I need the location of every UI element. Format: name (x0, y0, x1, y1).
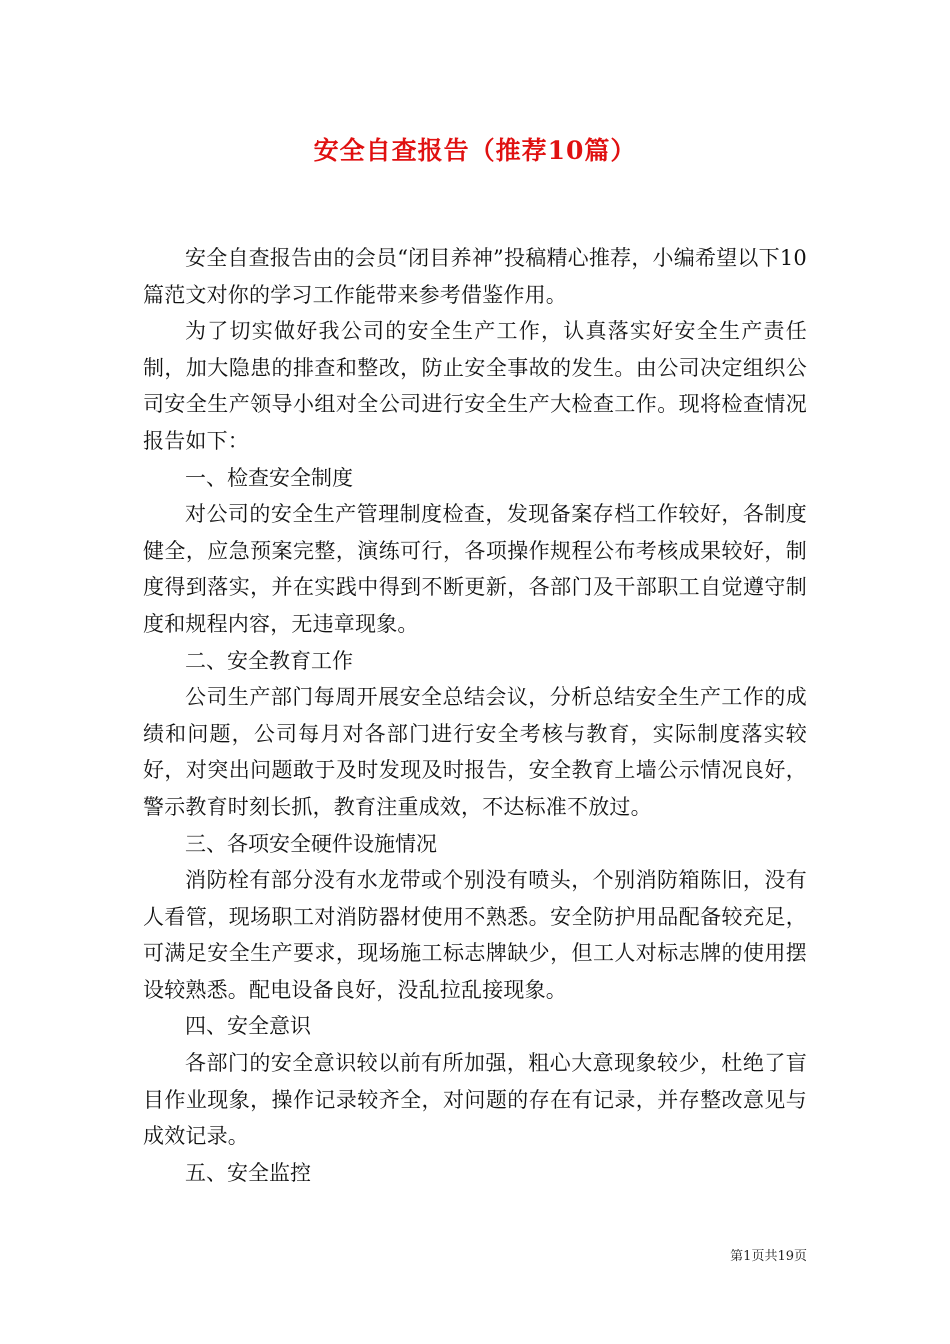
section-heading-1: 一、检查安全制度 (185, 465, 353, 490)
document-body (143, 240, 807, 1191)
intro-paragraph: 安全自查报告由的会员“闭目养神”投稿精心推荐，小编希望以下10篇范文对你的学习工作能带来参考借鉴作用。 (143, 246, 807, 307)
section-heading-5: 五、安全监控 (185, 1160, 311, 1185)
section-heading-4: 四、安全意识 (185, 1014, 311, 1039)
section-paragraph-1: 对公司的安全生产管理制度检查，发现备案存档工作较好，各制度健全，应急预案完整，演练可行，各项操作规程公布考核成果较好，制度得到落实，并在实践中得到不断更新，各部门及干部职工自觉遵守制度和规程内容，无违章现象。 (143, 502, 807, 636)
section-heading-3: 三、各项安全硬件设施情况 (185, 831, 437, 856)
section-paragraph-3: 消防栓有部分没有水龙带或个别没有喷头，个别消防箱陈旧，没有人看管，现场职工对消防器材使用不熟悉。安全防护用品配备较充足，可满足安全生产要求，现场施工标志牌缺少，但工人对标志牌的使用摆设较熟悉。配电设备良好，没乱拉乱接现象。 (143, 868, 807, 1002)
purpose-paragraph: 为了切实做好我公司的安全生产工作，认真落实好安全生产责任制，加大隐患的排查和整改，防止安全事故的发生。由公司决定组织公司安全生产领导小组对全公司进行安全生产大检查工作。现将检查情况报告如下： (143, 319, 807, 453)
document-title: 安全自查报告（推荐10篇） (313, 136, 637, 165)
section-paragraph-4: 各部门的安全意识较以前有所加强，粗心大意现象较少，杜绝了盲目作业现象，操作记录较齐全，对问题的存在有记录，并存整改意见与成效记录。 (143, 1051, 807, 1149)
section-heading-2: 二、安全教育工作 (185, 648, 353, 673)
page-number: 第1页共19页 (730, 1249, 807, 1264)
section-paragraph-2: 公司生产部门每周开展安全总结会议，分析总结安全生产工作的成绩和问题，公司每月对各部门进行安全考核与教育，实际制度落实较好，对突出问题敢于及时发现及时报告，安全教育上墙公示情况良好，警示教育时刻长抓，教育注重成效，不达标准不放过。 (143, 685, 807, 819)
